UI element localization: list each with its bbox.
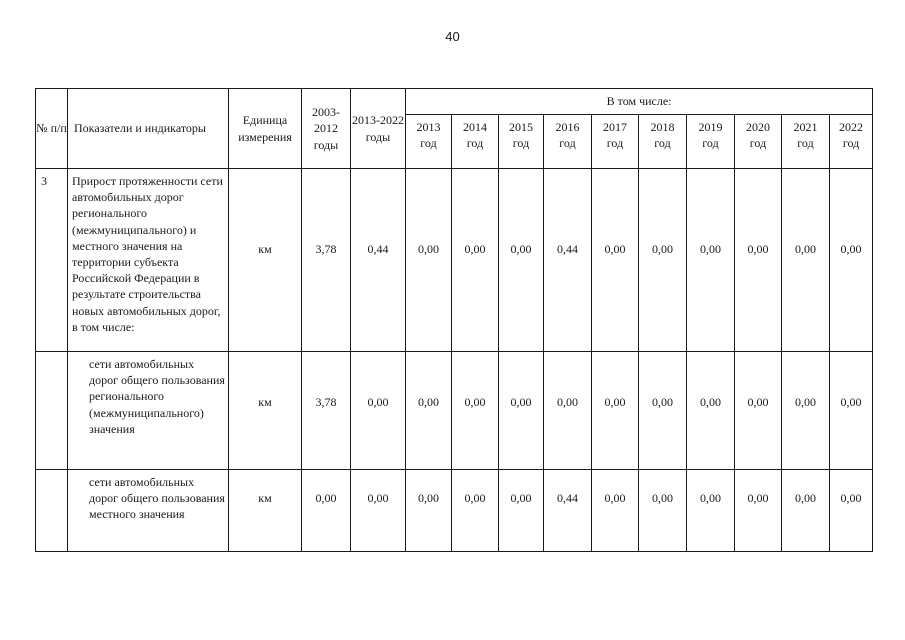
header-year-value: 2013 (416, 120, 441, 134)
row-indicator: сети автомобильных дорог общего пользования местного значения (68, 470, 229, 552)
row-value-2014: 0,00 (452, 169, 499, 352)
row-value-2013: 0,00 (406, 470, 452, 552)
header-year-suffix: год (842, 136, 860, 151)
row-value-2022: 0,00 (830, 169, 873, 352)
row-value-2013: 0,00 (406, 352, 452, 470)
row-value-2016: 0,44 (544, 470, 592, 552)
row-period-2003-2012: 3,78 (302, 352, 351, 470)
table-row (36, 352, 873, 470)
indicators-table (35, 88, 873, 552)
header-year-value: 2018 (650, 120, 675, 134)
row-value-2020: 0,00 (735, 169, 782, 352)
row-value-2017: 0,00 (592, 169, 639, 352)
row-value-2018: 0,00 (639, 470, 687, 552)
row-unit: км (229, 169, 302, 352)
row-indicator: сети автомобильных дорог общего пользования регионального (межмуниципального) значения (68, 352, 229, 470)
row-value-2017: 0,00 (592, 470, 639, 552)
header-year-2016 (544, 115, 592, 169)
header-year-suffix: год (420, 136, 437, 151)
row-value-2018: 0,00 (639, 169, 687, 352)
header-year-2014 (452, 115, 499, 169)
row-num (36, 352, 68, 470)
row-value-2015: 0,00 (499, 470, 544, 552)
row-period-2003-2012: 3,78 (302, 169, 351, 352)
header-num: № п/п (36, 89, 68, 169)
header-year-suffix: год (559, 136, 576, 151)
header-year-value: 2022 (839, 120, 864, 134)
row-num (36, 470, 68, 552)
row-value-2021: 0,00 (782, 352, 830, 470)
header-year-suffix: год (702, 136, 719, 151)
table-row (36, 470, 873, 552)
header-year-2018 (639, 115, 687, 169)
header-year-value: 2016 (555, 120, 580, 134)
row-value-2017: 0,00 (592, 352, 639, 470)
row-period-2003-2012: 0,00 (302, 470, 351, 552)
row-value-2022: 0,00 (830, 470, 873, 552)
header-year-2015 (499, 115, 544, 169)
row-period-2013-2022: 0,00 (351, 352, 406, 470)
row-period-2013-2022: 0,00 (351, 470, 406, 552)
row-value-2020: 0,00 (735, 470, 782, 552)
header-year-value: 2014 (463, 120, 487, 134)
row-value-2016: 0,44 (544, 169, 592, 352)
header-indicator: Показатели и индикаторы (68, 89, 229, 169)
header-period-2003-2012: 2003-2012 годы (302, 89, 351, 169)
header-year-2013 (406, 115, 452, 169)
table-row (36, 169, 873, 352)
row-value-2019: 0,00 (687, 470, 735, 552)
header-year-2020 (735, 115, 782, 169)
header-year-suffix: год (466, 136, 484, 151)
row-period-2013-2022: 0,44 (351, 169, 406, 352)
row-value-2015: 0,00 (499, 352, 544, 470)
row-value-2020: 0,00 (735, 352, 782, 470)
header-year-value: 2020 (746, 120, 770, 134)
header-year-suffix: год (797, 136, 814, 151)
row-value-2022: 0,00 (830, 352, 873, 470)
row-value-2021: 0,00 (782, 470, 830, 552)
header-year-suffix: год (606, 136, 624, 151)
row-value-2014: 0,00 (452, 352, 499, 470)
row-value-2013: 0,00 (406, 169, 452, 352)
header-including: В том числе: (406, 89, 873, 115)
row-value-2015: 0,00 (499, 169, 544, 352)
row-value-2014: 0,00 (452, 470, 499, 552)
header-year-2021 (782, 115, 830, 169)
row-num: 3 (36, 169, 68, 352)
row-indicator: Прирост протяженности сети автомобильных дорог регионального (межмуниципального) и местного значения на территории субъекта Российской Федерации в результате строительства новых автомобильных дорог, в том числе: (68, 169, 229, 352)
header-unit: Единица измерения (229, 89, 302, 169)
table-body (36, 169, 873, 552)
header-year-value: 2021 (793, 120, 818, 134)
header-row-top (36, 89, 873, 115)
header-year-value: 2019 (698, 120, 723, 134)
row-value-2018: 0,00 (639, 352, 687, 470)
header-year-value: 2017 (603, 120, 627, 134)
header-year-value: 2015 (509, 120, 533, 134)
header-year-suffix: год (654, 136, 671, 151)
row-unit: км (229, 352, 302, 470)
row-value-2021: 0,00 (782, 169, 830, 352)
row-value-2019: 0,00 (687, 169, 735, 352)
page-number: 40 (445, 29, 460, 44)
header-year-suffix: год (512, 136, 530, 151)
header-year-2017 (592, 115, 639, 169)
row-unit: км (229, 470, 302, 552)
header-year-2022 (830, 115, 873, 169)
row-value-2016: 0,00 (544, 352, 592, 470)
header-period-2013-2022: 2013-2022 годы (351, 89, 406, 169)
header-year-2019 (687, 115, 735, 169)
row-value-2019: 0,00 (687, 352, 735, 470)
header-year-suffix: год (749, 136, 767, 151)
